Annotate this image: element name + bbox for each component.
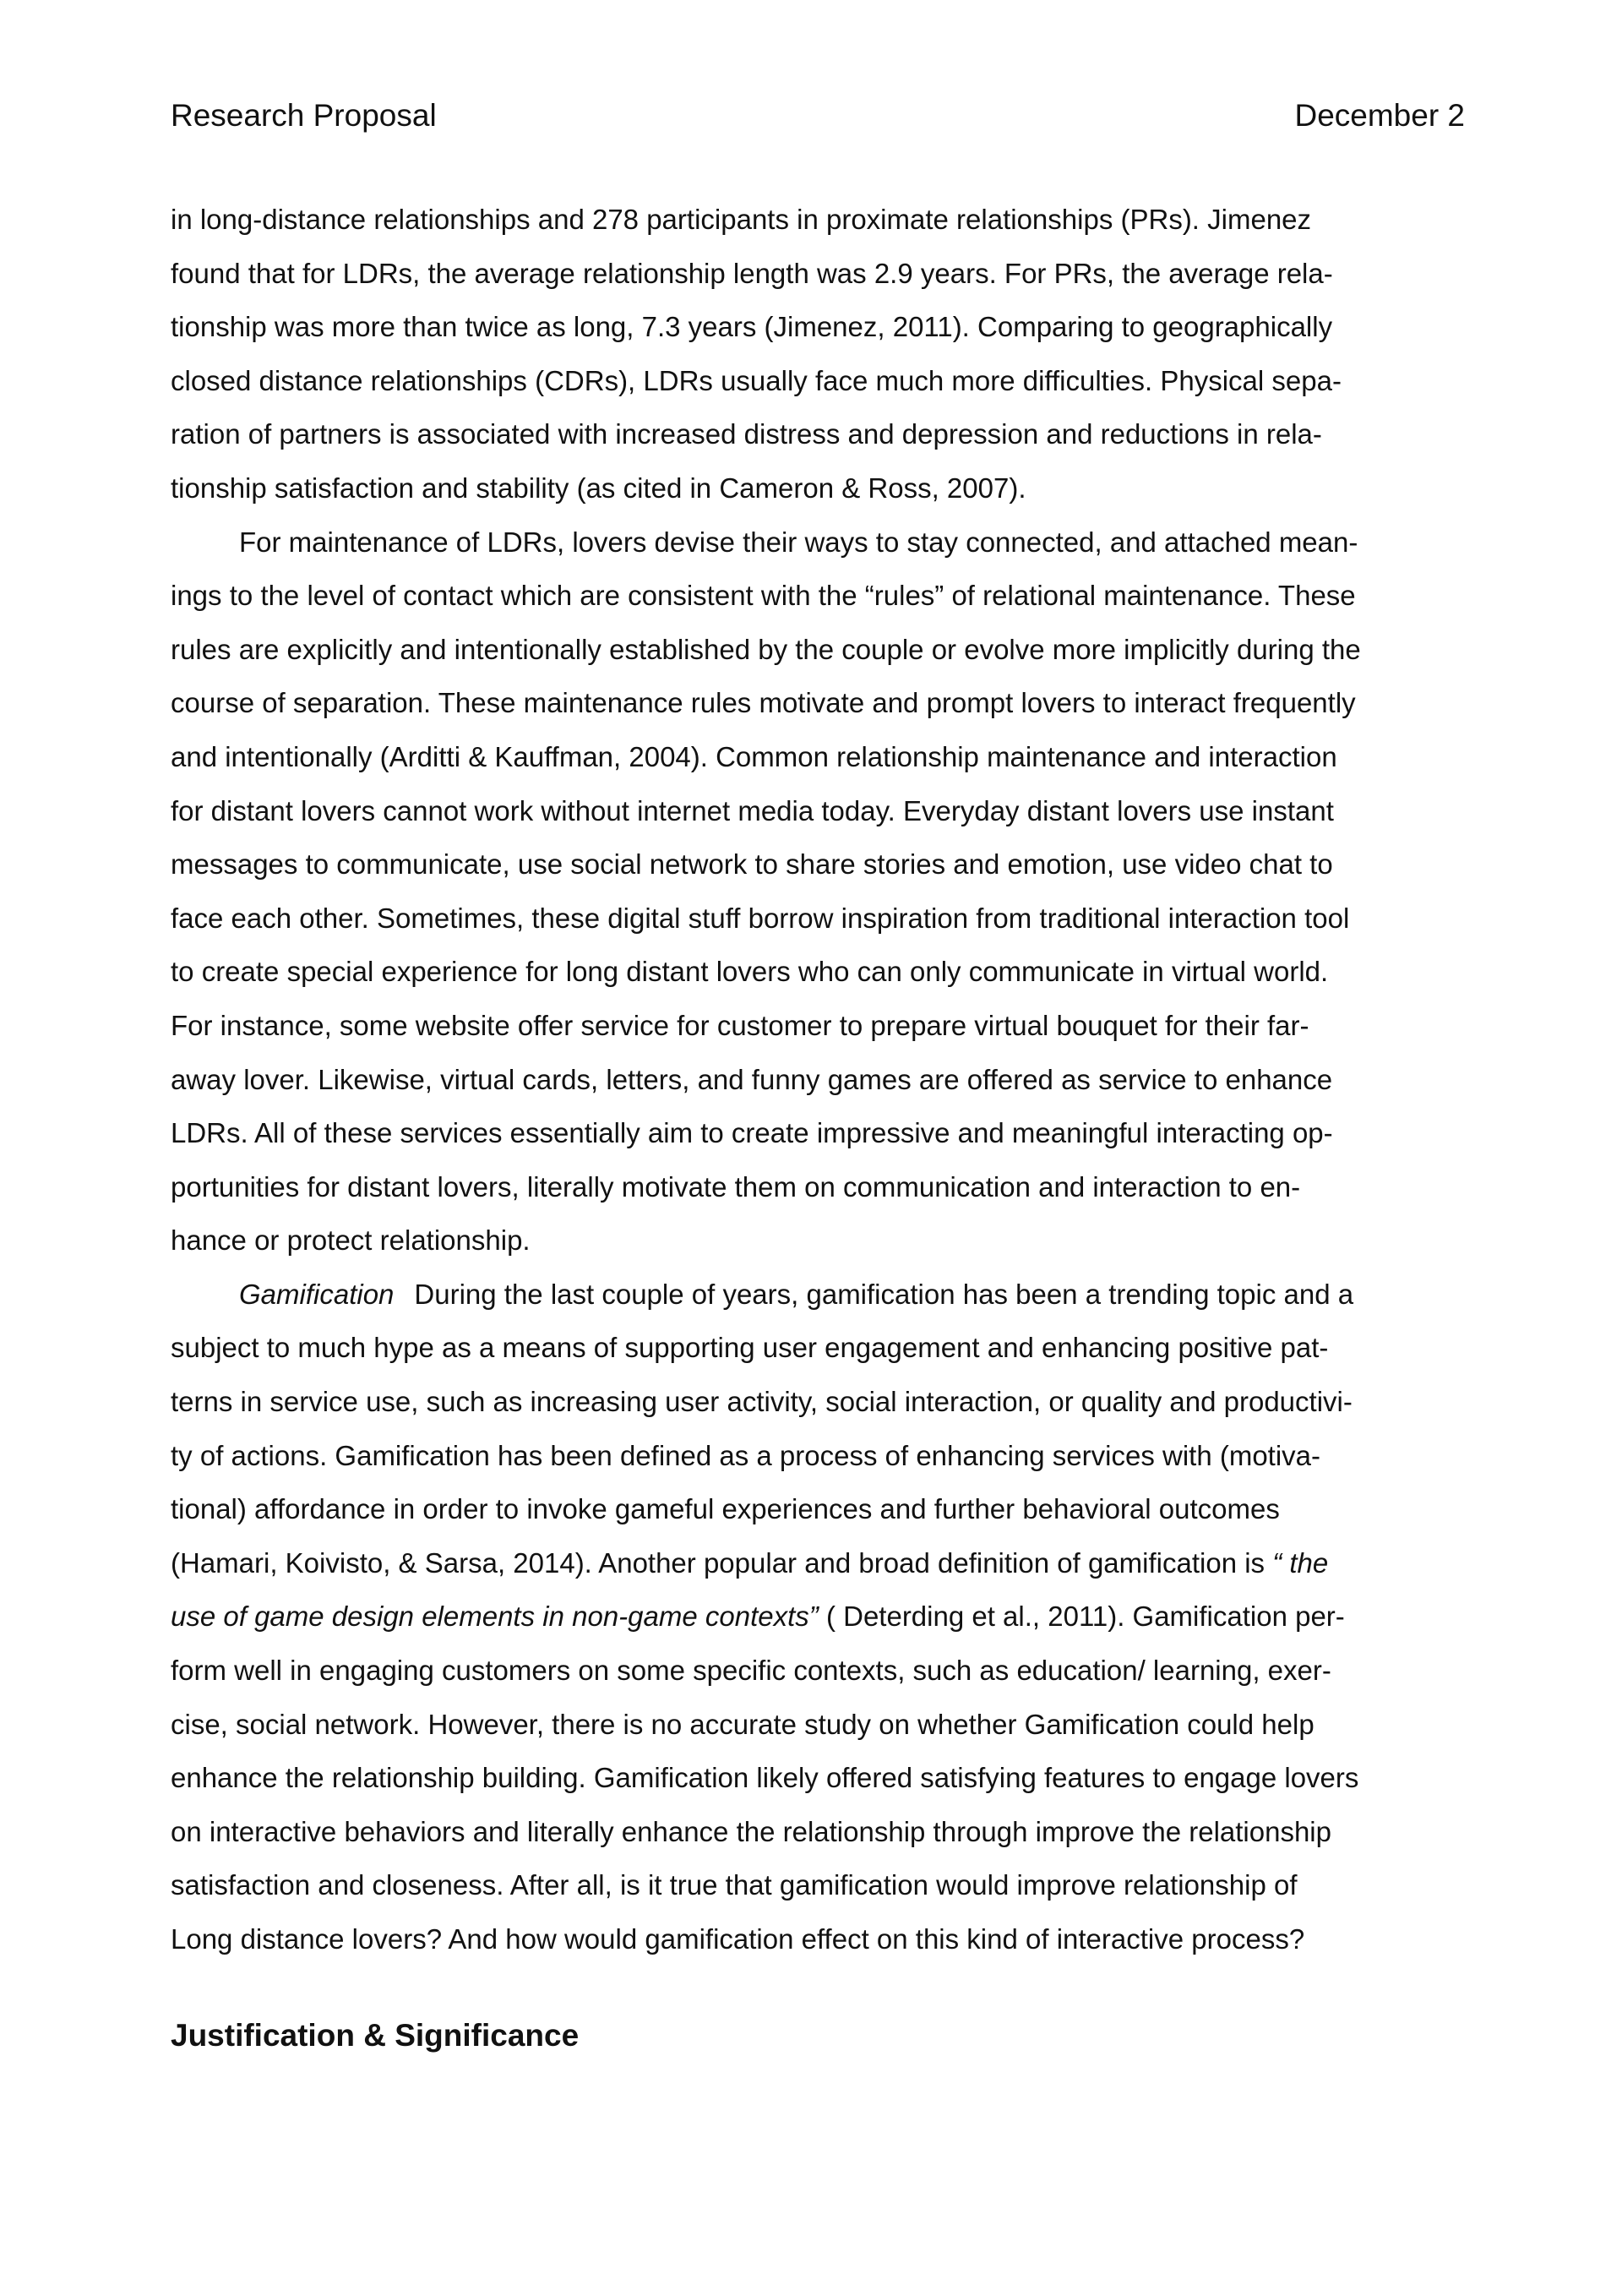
text-run: (Hamari, Koivisto, & Sarsa, 2014). Another popular and broad definition of gamification is bbox=[171, 1546, 1273, 1579]
text-line bbox=[171, 1536, 1465, 1590]
text-line: tionship was more than twice as long, 7.3 years (Jimenez, 2011). Comparing to geographically bbox=[171, 311, 1333, 343]
text-line bbox=[171, 1590, 1465, 1644]
text-line: found that for LDRs, the average relationship length was 2.9 years. For PRs, the average rela- bbox=[171, 257, 1333, 289]
running-header bbox=[171, 98, 1465, 140]
text-line: ration of partners is associated with increased distress and depression and reductions in rela- bbox=[171, 418, 1322, 450]
text-line: closed distance relationships (CDRs), LDRs usually face much more difficulties. Physical sepa- bbox=[171, 364, 1342, 396]
text-line: in long-distance relationships and 278 participants in proximate relationships (PRs). Jimenez bbox=[171, 204, 1312, 235]
text-line: on interactive behaviors and literally enhance the relationship through improve the relationship bbox=[171, 1815, 1331, 1847]
text-line: course of separation. These maintenance rules motivate and prompt lovers to interact frequently bbox=[171, 687, 1356, 719]
text-line: For instance, some website offer service for customer to prepare virtual bouquet for their far- bbox=[171, 1009, 1309, 1041]
text-run: ( Deterding et al., 2011). Gamification per- bbox=[818, 1601, 1345, 1633]
text-line: cise, social network. However, there is no accurate study on whether Gamification could help bbox=[171, 1708, 1314, 1740]
paragraph-1 bbox=[171, 193, 1465, 515]
section-heading: Justification & Significance bbox=[171, 2018, 580, 2053]
text-line: Long distance lovers? And how would gamification effect on this kind of interactive process? bbox=[171, 1923, 1305, 1955]
text-line: ty of actions. Gamification has been defined as a process of enhancing services with (motiva- bbox=[171, 1439, 1321, 1471]
text-line: tionship satisfaction and stability (as cited in Cameron & Ross, 2007). bbox=[171, 472, 1026, 504]
text-line: face each other. Sometimes, these digital stuff borrow inspiration from traditional interaction tool bbox=[171, 902, 1350, 934]
text-line: enhance the relationship building. Gamification likely offered satisfying features to engage lovers bbox=[171, 1762, 1359, 1794]
text-line: form well in engaging customers on some specific contexts, such as education/ learning, exer- bbox=[171, 1655, 1331, 1687]
text-line: portunities for distant lovers, literally motivate them on communication and interaction to en- bbox=[171, 1170, 1301, 1203]
text-line: LDRs. All of these services essentially aim to create impressive and meaningful interacting op- bbox=[171, 1117, 1333, 1149]
text-line: messages to communicate, use social network to share stories and emotion, use video chat to bbox=[171, 848, 1333, 881]
run-in-heading: Gamification bbox=[239, 1278, 395, 1310]
text-run: During the last couple of years, gamification has been a trending topic and a bbox=[414, 1278, 1354, 1310]
text-line: rules are explicitly and intentionally established by the couple or evolve more implicitly during the bbox=[171, 633, 1361, 665]
text-line: and intentionally (Arditti & Kauffman, 2004). Common relationship maintenance and interaction bbox=[171, 740, 1337, 772]
quoted-definition: use of game design elements in non-game contexts” bbox=[171, 1601, 819, 1633]
paragraph-3 bbox=[171, 1268, 1465, 1966]
quoted-definition-start: “ the bbox=[1272, 1546, 1329, 1579]
body-text bbox=[171, 193, 1465, 1966]
text-line: subject to much hype as a means of supporting user engagement and enhancing positive pat- bbox=[171, 1332, 1329, 1364]
text-line: for distant lovers cannot work without internet media today. Everyday distant lovers use instant bbox=[171, 794, 1334, 826]
text-line: For maintenance of LDRs, lovers devise their ways to stay connected, and attached mean- bbox=[239, 526, 1358, 558]
text-line: satisfaction and closeness. After all, is it true that gamification would improve relationship of bbox=[171, 1869, 1298, 1901]
header-date: December 2 bbox=[1294, 98, 1465, 133]
text-line: hance or protect relationship. bbox=[171, 1224, 531, 1257]
text-line: away lover. Likewise, virtual cards, letters, and funny games are offered as service to enhance bbox=[171, 1063, 1333, 1095]
paragraph-2 bbox=[171, 515, 1465, 1268]
header-title: Research Proposal bbox=[171, 98, 437, 133]
text-line: terns in service use, such as increasing user activity, social interaction, or quality and productivi- bbox=[171, 1386, 1353, 1418]
text-line: ings to the level of contact which are consistent with the “rules” of relational maintenance. These bbox=[171, 580, 1356, 612]
text-line bbox=[171, 1268, 1465, 1322]
text-line: tional) affordance in order to invoke gameful experiences and further behavioral outcomes bbox=[171, 1493, 1280, 1525]
text-line: to create special experience for long distant lovers who can only communicate in virtual world. bbox=[171, 956, 1329, 988]
